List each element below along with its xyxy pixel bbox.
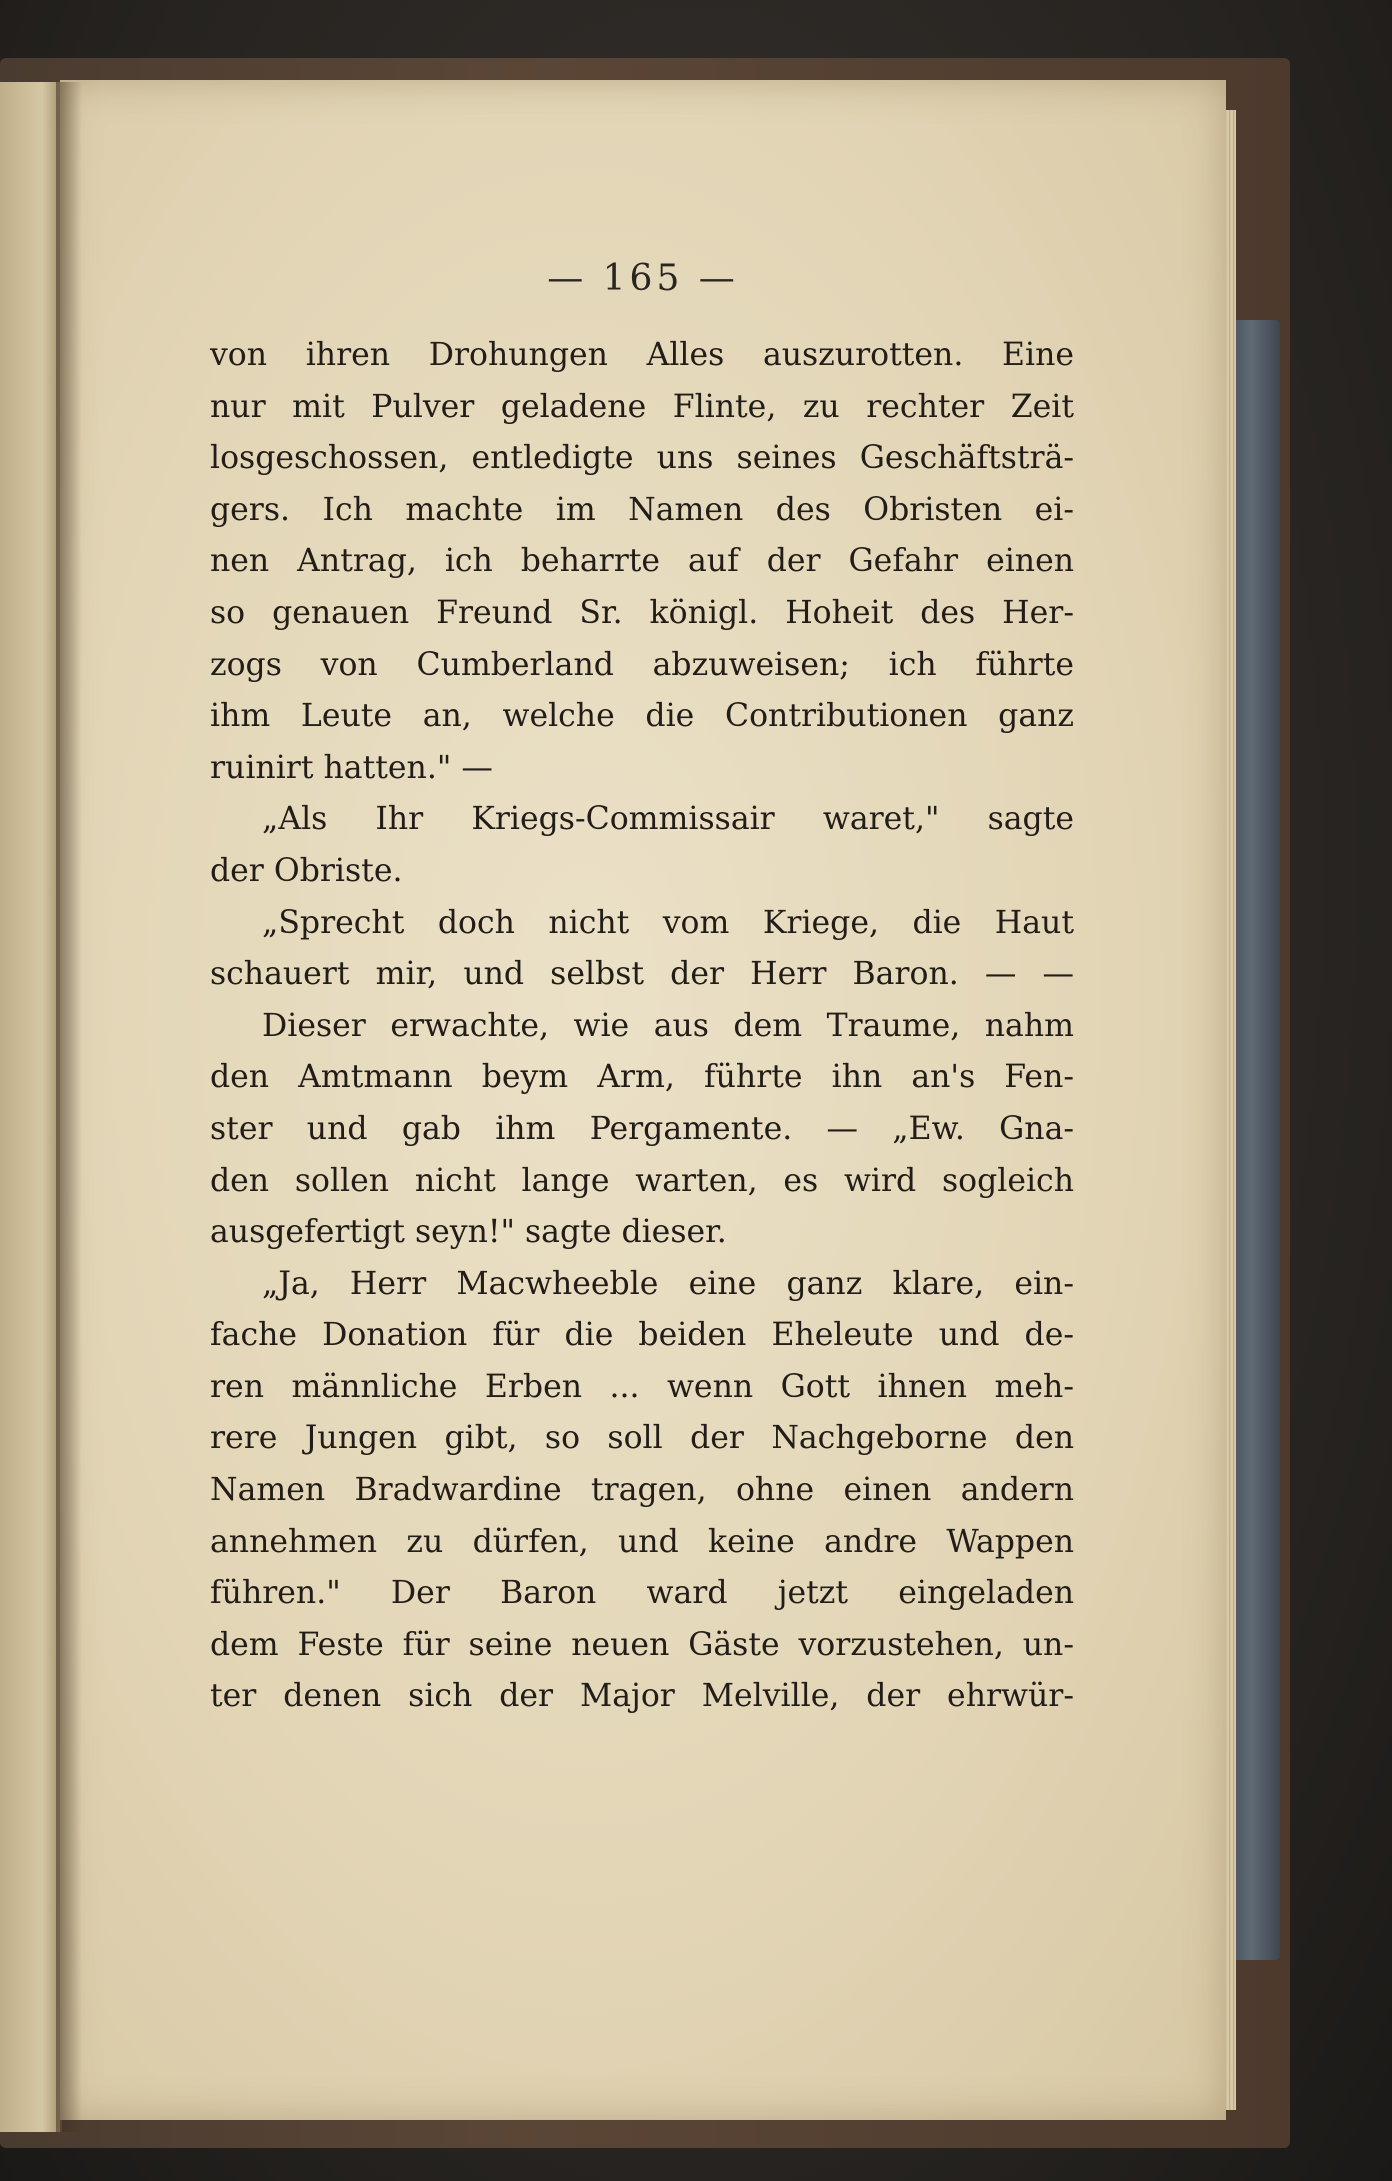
text-line: Dieser erwachte, wie aus dem Traume, nahm [262,1007,1074,1044]
text-line: schauert mir, und selbst der Herr Baron. — — [210,956,1074,993]
text-line: ausgefertigt seyn!" sagte dieser. [210,1214,727,1251]
text-line: „Sprecht doch nicht vom Kriege, die Haut [262,904,1074,941]
page-number: — 165 — [547,258,739,299]
text-line: losgeschossen, entledigte uns seines Geschäftsträ- [210,440,1074,477]
text-line: rere Jungen gibt, so soll der Nachgeborne den [210,1420,1074,1457]
text-line: „Als Ihr Kriegs-Commissair waret," sagte [262,801,1074,838]
text-line: „Ja, Herr Macwheeble eine ganz klare, ein- [262,1265,1074,1302]
text-line: führen." Der Baron ward jetzt eingeladen [210,1575,1074,1612]
text-line: von ihren Drohungen Alles auszurotten. Eine [210,337,1074,373]
text-line: fache Donation für die beiden Eheleute und de- [210,1317,1074,1354]
text-line: den sollen nicht lange warten, es wird sogleich [210,1162,1074,1199]
left-page-edge [0,82,62,2132]
text-line: ruinirt hatten." — [210,749,493,786]
text-line: ren männliche Erben ... wenn Gott ihnen meh- [210,1368,1074,1405]
text-line: so genauen Freund Sr. königl. Hoheit des Her- [210,594,1074,631]
text-line: ter denen sich der Major Melville, der ehrwür- [210,1678,1074,1715]
text-line: gers. Ich machte im Namen des Obristen ei- [210,491,1074,528]
page-text [210,330,1074,1723]
text-line: ster und gab ihm Pergamente. — „Ew. Gna- [210,1110,1074,1147]
text-line: Namen Bradwardine tragen, ohne einen andern [210,1472,1074,1509]
text-line: den Amtmann beym Arm, führte ihn an's Fen- [210,1059,1074,1096]
gutter-shadow [56,82,82,2132]
text-line: nen Antrag, ich beharrte auf der Gefahr einen [210,543,1074,580]
text-line: nur mit Pulver geladene Flinte, zu rechter Zeit [210,388,1074,425]
text-line: ihm Leute an, welche die Contributionen ganz [210,698,1074,735]
text-line: der Obriste. [210,852,403,889]
text-line: zogs von Cumberland abzuweisen; ich führte [210,646,1074,683]
cover-cloth-strip [1232,320,1280,1960]
book-page [60,80,1226,2120]
text-line: annehmen zu dürfen, und keine andre Wappen [210,1523,1074,1560]
text-line: dem Feste für seine neuen Gäste vorzustehen, un- [210,1626,1074,1663]
